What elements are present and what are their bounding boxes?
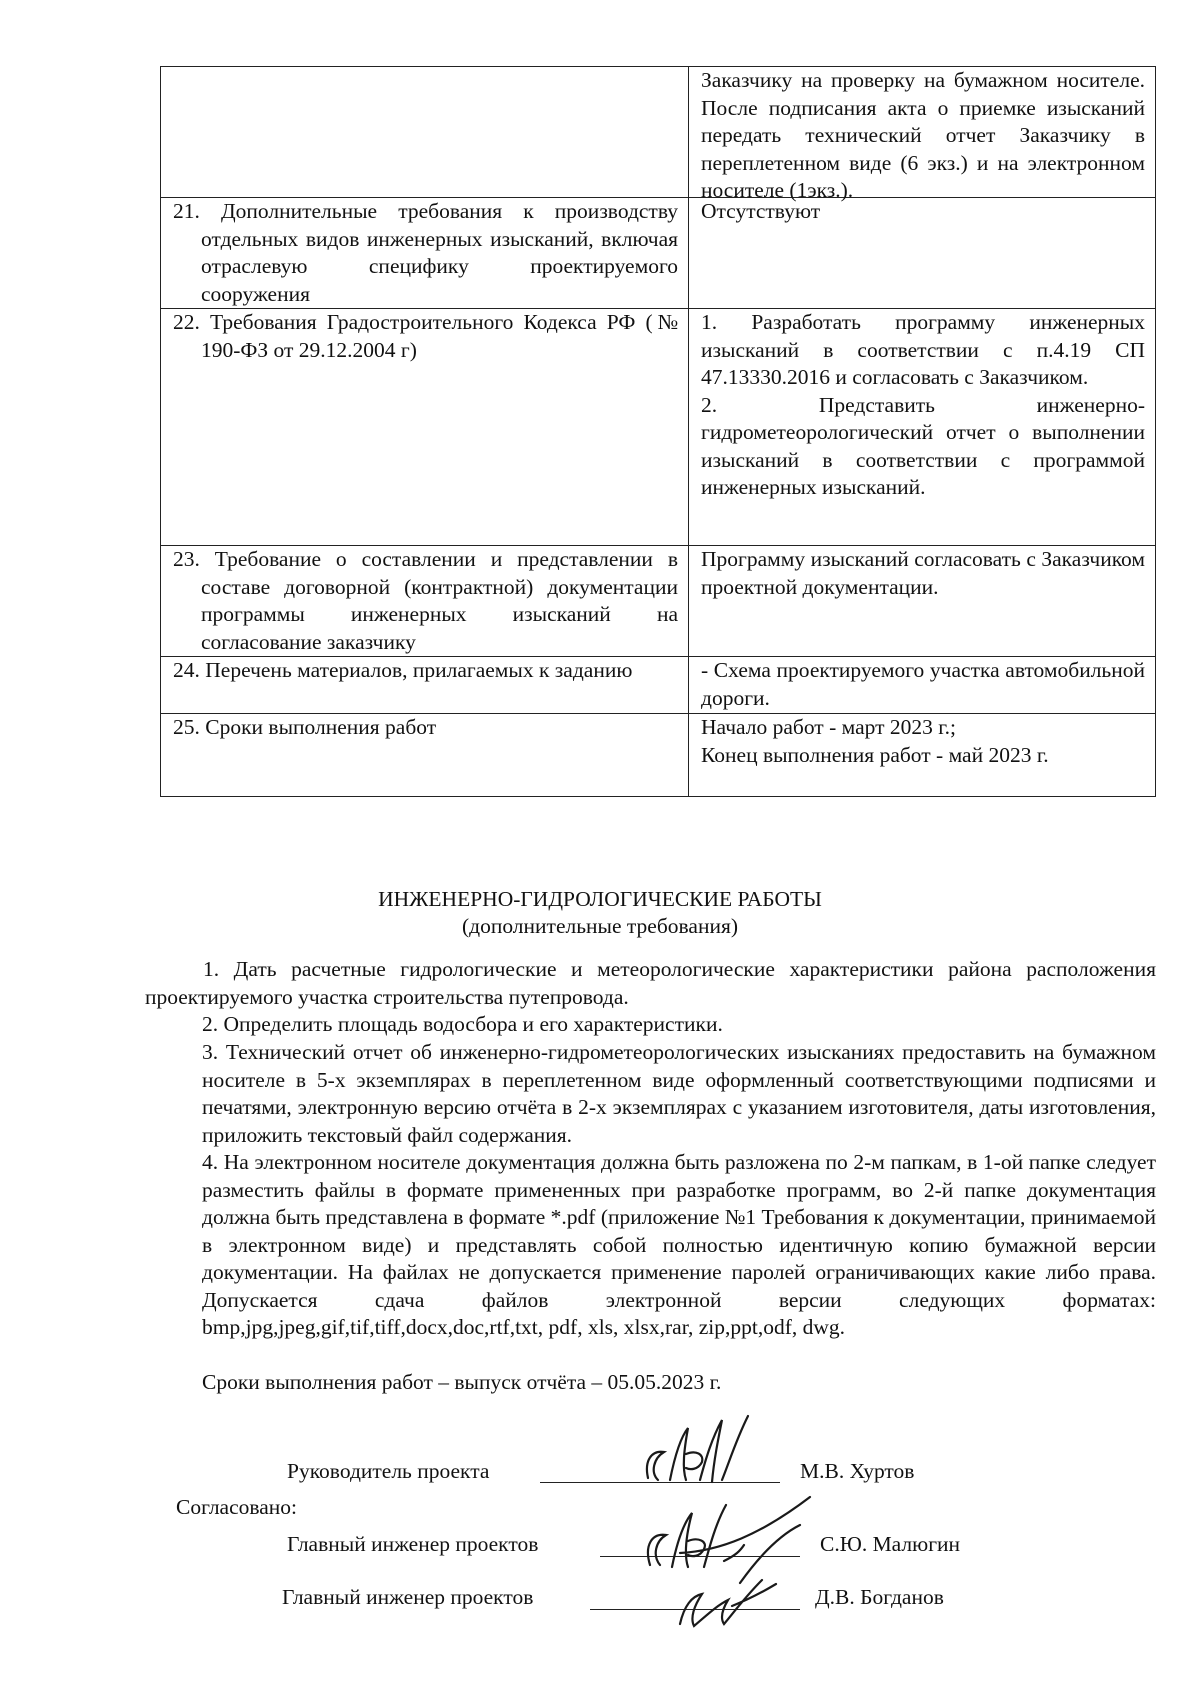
table-row	[161, 197, 1155, 308]
table-cell-right	[689, 714, 1155, 796]
requirements-table	[160, 66, 1156, 797]
table-row	[161, 67, 1155, 202]
section-title: ИНЖЕНЕРНО-ГИДРОЛОГИЧЕСКИЕ РАБОТЫ	[378, 887, 822, 911]
table-cell-left: 22. Требования Градостроительного Кодекса РФ (№ 190-ФЗ от 29.12.2004 г)	[161, 309, 689, 545]
table-cell-right: - Схема проектируемого участка автомобильной дороги.	[701, 658, 1145, 710]
agreed-label: Согласовано:	[176, 1495, 298, 1519]
table-cell-left: 21. Дополнительные требования к производству отдельных видов инженерных изысканий, включая отраслевую специфику проектируемого сооружения	[161, 198, 689, 308]
table-row	[161, 713, 1155, 796]
table-cell-left: 25. Сроки выполнения работ	[161, 714, 689, 796]
table-cell-right: Заказчику на проверку на бумажном носителе. После подписания акта о приемке изысканий передать технический отчет Заказчику в переплетенном виде (6 экз.) и на электронном носителе (1экз.).	[701, 68, 1145, 202]
paragraph-4: 4. На электронном носителе документация должна быть разложена по 2-м папкам, в 1-ой папке следует разместить файлы в формате примененных при разработке программ, во 2-й папке документация должна быть представлена в формате *.pdf (приложение №1 Требования к документации, принимаемой в электронном виде) и представлять собой полностью идентичную копию бумажной версии документации. На файлах не допускается применение паролей ограничивающих какие либо права. Допускается сдача файлов электронной версии следующих форматах: bmp,jpg,jpeg,gif,tif,tiff,docx,doc,rtf,txt, pdf, xls, xlsx,rar, zip,ppt,odf, dwg.	[202, 1150, 1156, 1339]
table-cell-right: Отсутствуют	[701, 199, 821, 223]
paragraph-2: 2. Определить площадь водосбора и его характеристики.	[202, 1012, 723, 1036]
signature-role: Главный инженер проектов	[287, 1532, 539, 1556]
section-subtitle: (дополнительные требования)	[461, 914, 738, 938]
paragraph-deadline: Сроки выполнения работ – выпуск отчёта – 05.05.2023 г.	[202, 1370, 722, 1394]
paragraph-1: 1. Дать расчетные гидрологические и метеорологические характеристики района расположения проектируемого участка строительства путепровода.	[145, 957, 1156, 1009]
signature-role: Руководитель проекта	[287, 1459, 490, 1483]
handwritten-signature	[672, 1566, 782, 1636]
signature-name: Д.В. Богданов	[815, 1585, 944, 1609]
table-cell-right: Программу изысканий согласовать с Заказчиком проектной документации.	[701, 547, 1145, 599]
table-cell-item: Конец выполнения работ - май 2023 г.	[701, 742, 1049, 767]
table-cell-left: 23. Требование о составлении и представлении в составе договорной (контрактной) документации программы инженерных изысканий на согласование заказчику	[161, 546, 689, 656]
table-cell-item: 1. Разработать программу инженерных изысканий в соответствии с п.4.19 СП 47.13330.2016 и согласовать с Заказчиком.	[701, 310, 1145, 389]
signature-name: С.Ю. Малюгин	[820, 1532, 961, 1556]
signature-role: Главный инженер проектов	[282, 1585, 534, 1609]
table-cell-item: 2. Представить инженерно-гидрометеорологический отчет о выполнении изысканий в соответствии с программой инженерных изысканий.	[701, 392, 1145, 499]
signature-name: М.В. Хуртов	[800, 1459, 915, 1483]
table-row	[161, 656, 1155, 713]
table-cell-item: Начало работ - март 2023 г.;	[701, 715, 956, 739]
table-cell-left: 24. Перечень материалов, прилагаемых к заданию	[161, 657, 689, 713]
table-row	[161, 308, 1155, 545]
paragraph-3: 3. Технический отчет об инженерно-гидрометеорологических изысканиях предоставить на бумажном носителе в 5-х экземплярах в переплетенном виде оформленный соответствующими подписями и печатями, электронную версию отчёта в 2-х экземплярах с указанием изготовителя, даты изготовления, приложить текстовый файл содержания.	[202, 1040, 1156, 1147]
table-row	[161, 545, 1155, 656]
handwritten-signature	[640, 1410, 760, 1500]
table-cell-right	[689, 309, 1155, 545]
table-cell-left	[161, 67, 689, 197]
